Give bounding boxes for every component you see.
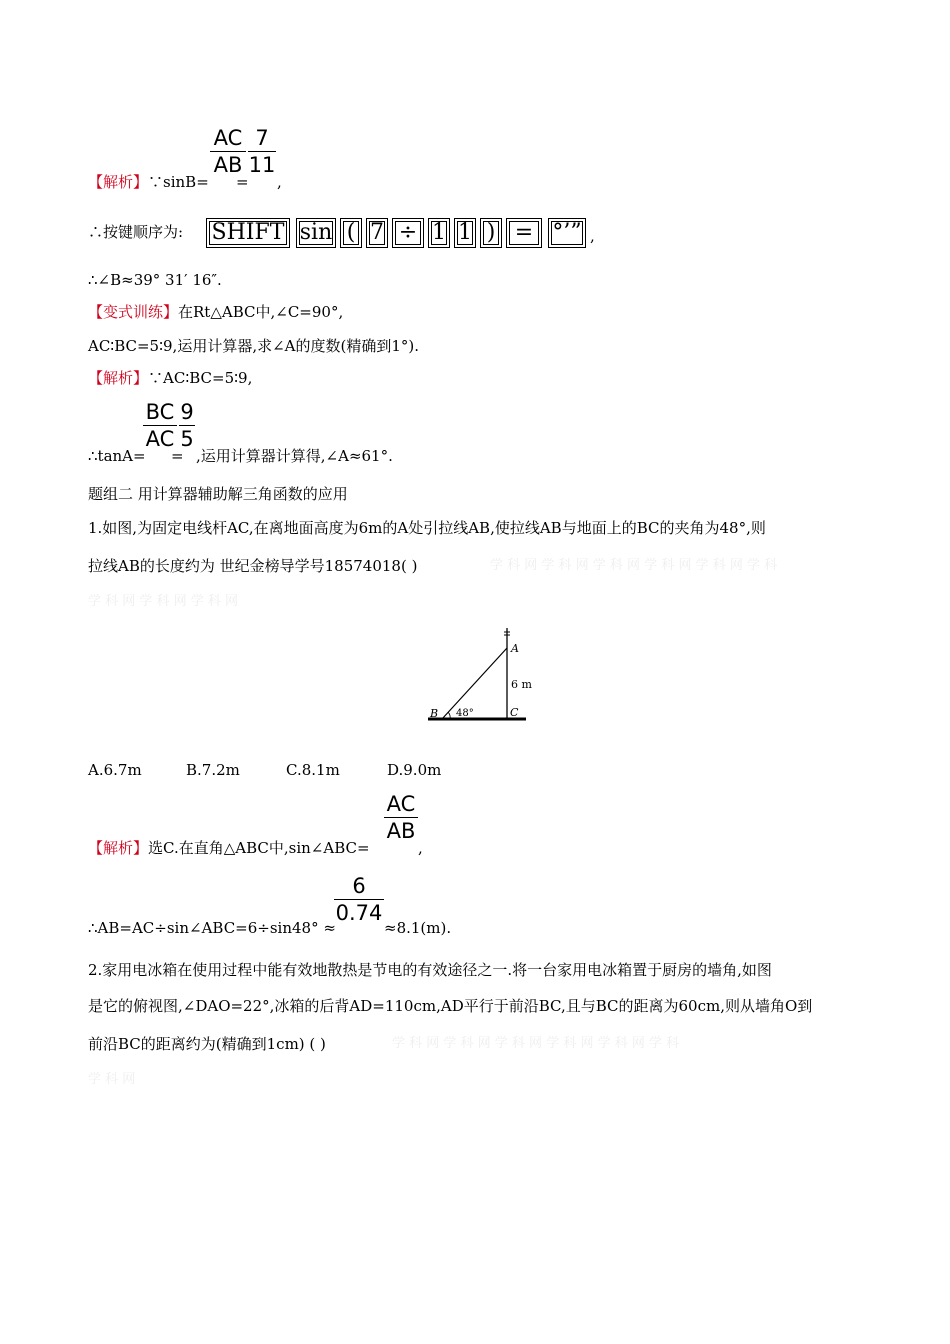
variant-line-1 bbox=[88, 302, 343, 322]
analysis-tag: 【解析】 bbox=[88, 173, 149, 191]
key-sin: sin bbox=[296, 218, 336, 248]
height-label: 6 m bbox=[511, 678, 532, 691]
key-open-paren: ( bbox=[340, 218, 362, 248]
key-sequence-lead: ∴按键顺序为: bbox=[88, 223, 184, 241]
wire-ab bbox=[442, 648, 507, 719]
key-sequence-tail: , bbox=[590, 227, 595, 245]
key-divide: ÷ bbox=[392, 218, 424, 248]
calc-lead: ∴AB=AC÷sin∠ABC=6÷sin48° ≈ bbox=[88, 919, 336, 937]
fraction-denominator: 0.74 bbox=[335, 901, 383, 925]
key-close-paren: ) bbox=[480, 218, 502, 248]
tan-a-result: ,运用计算器计算得,∠A≈61°. bbox=[196, 447, 393, 465]
q1-solution-line bbox=[88, 838, 370, 858]
angle-b-result: ∴∠B≈39° 31′ 16″. bbox=[88, 271, 222, 289]
fraction-numerator: 6 bbox=[352, 874, 366, 898]
watermark-text: 学 科 网 bbox=[88, 1072, 136, 1087]
variant-text: 在Rt△ABC中,∠C=90°, bbox=[178, 303, 344, 321]
equals-sign: = bbox=[236, 173, 249, 191]
comma: , bbox=[277, 173, 282, 191]
pole-diagram bbox=[420, 622, 532, 728]
group-2-title: 题组二 用计算器辅助解三角函数的应用 bbox=[88, 485, 348, 503]
option-b: B.7.2m bbox=[186, 761, 240, 779]
variant-solution-line bbox=[88, 368, 252, 388]
fraction-bar bbox=[179, 425, 195, 426]
calc-result: ≈8.1(m). bbox=[384, 919, 452, 937]
tan-a-lead: ∴tanA= bbox=[88, 447, 146, 465]
ratio-text: ∵AC∶BC=5∶9, bbox=[148, 369, 253, 387]
solution-lead: 选C.在直角△ABC中,sin∠ABC= bbox=[148, 839, 370, 857]
analysis-tag: 【解析】 bbox=[88, 369, 149, 387]
key-7: 7 bbox=[366, 218, 388, 248]
comma: , bbox=[418, 839, 423, 857]
fraction-numerator: BC bbox=[145, 400, 175, 424]
fraction-bar bbox=[143, 425, 177, 426]
fraction-bar bbox=[210, 151, 246, 152]
fraction-numerator: AC bbox=[213, 126, 243, 150]
fraction-denominator: 5 bbox=[180, 427, 194, 451]
fraction-bar bbox=[248, 151, 276, 152]
fraction-bar bbox=[334, 899, 384, 900]
angle-label: 48° bbox=[456, 708, 474, 719]
key-dms: °’” bbox=[548, 218, 586, 248]
fraction-numerator: 9 bbox=[180, 400, 194, 424]
label-b: B bbox=[430, 707, 439, 720]
fraction-6-074 bbox=[334, 874, 384, 925]
key-1: 1 bbox=[454, 218, 476, 248]
fraction-denominator: 11 bbox=[248, 153, 276, 177]
q1-line-1: 1.如图,为固定电线杆AC,在离地面高度为6m的A处引拉线AB,使拉线AB与地面上的BC的夹角为48°,则 bbox=[88, 519, 766, 537]
fraction-ac-ab bbox=[210, 126, 246, 177]
q1-line-2: 拉线AB的长度约为 世纪金榜导学号18574018( ) bbox=[88, 557, 418, 575]
sinb-lead: ∵sinB= bbox=[148, 173, 209, 191]
watermark-text: 学 科 网 学 科 网 学 科 网 bbox=[88, 594, 239, 609]
label-a: A bbox=[511, 642, 519, 655]
key-equals: = bbox=[506, 218, 542, 248]
q2-line-1: 2.家用电冰箱在使用过程中能有效地散热是节电的有效途径之一.将一台家用电冰箱置于厨房的墙角,如图 bbox=[88, 961, 772, 979]
fraction-numerator: 7 bbox=[255, 126, 269, 150]
fraction-bc-ac bbox=[143, 400, 177, 451]
fraction-denominator: AB bbox=[386, 819, 416, 843]
fraction-bar bbox=[384, 817, 418, 818]
fraction-numerator: AC bbox=[386, 792, 416, 816]
watermark-text: 学 科 网 学 科 网 学 科 网 学 科 网 学 科 网 学 科 bbox=[490, 558, 778, 573]
key-1: 1 bbox=[428, 218, 450, 248]
analysis-tag: 【解析】 bbox=[88, 839, 149, 857]
q2-line-3: 前沿BC的距离约为(精确到1cm) ( ) bbox=[88, 1035, 326, 1053]
label-c: C bbox=[510, 706, 519, 719]
option-a: A.6.7m bbox=[88, 761, 142, 779]
watermark-text: 学 科 网 学 科 网 学 科 网 学 科 网 学 科 网 学 科 bbox=[392, 1036, 680, 1051]
fraction-denominator: AB bbox=[213, 153, 243, 177]
variant-line-2: AC∶BC=5∶9,运用计算器,求∠A的度数(精确到1°). bbox=[88, 337, 420, 355]
q2-line-2: 是它的俯视图,∠DAO=22°,冰箱的后背AD=110cm,AD平行于前沿BC,且与BC的距离为60cm,则从墙角O到 bbox=[88, 997, 813, 1015]
fraction-7-11 bbox=[248, 126, 276, 177]
sinb-line bbox=[88, 172, 209, 192]
option-d: D.9.0m bbox=[387, 761, 442, 779]
option-c: C.8.1m bbox=[286, 761, 340, 779]
key-shift: SHIFT bbox=[206, 218, 290, 248]
fraction-ac-ab bbox=[384, 792, 418, 843]
equals-sign: = bbox=[171, 447, 184, 465]
variant-tag: 【变式训练】 bbox=[88, 303, 179, 321]
fraction-denominator: AC bbox=[145, 427, 175, 451]
fraction-9-5 bbox=[179, 400, 195, 451]
